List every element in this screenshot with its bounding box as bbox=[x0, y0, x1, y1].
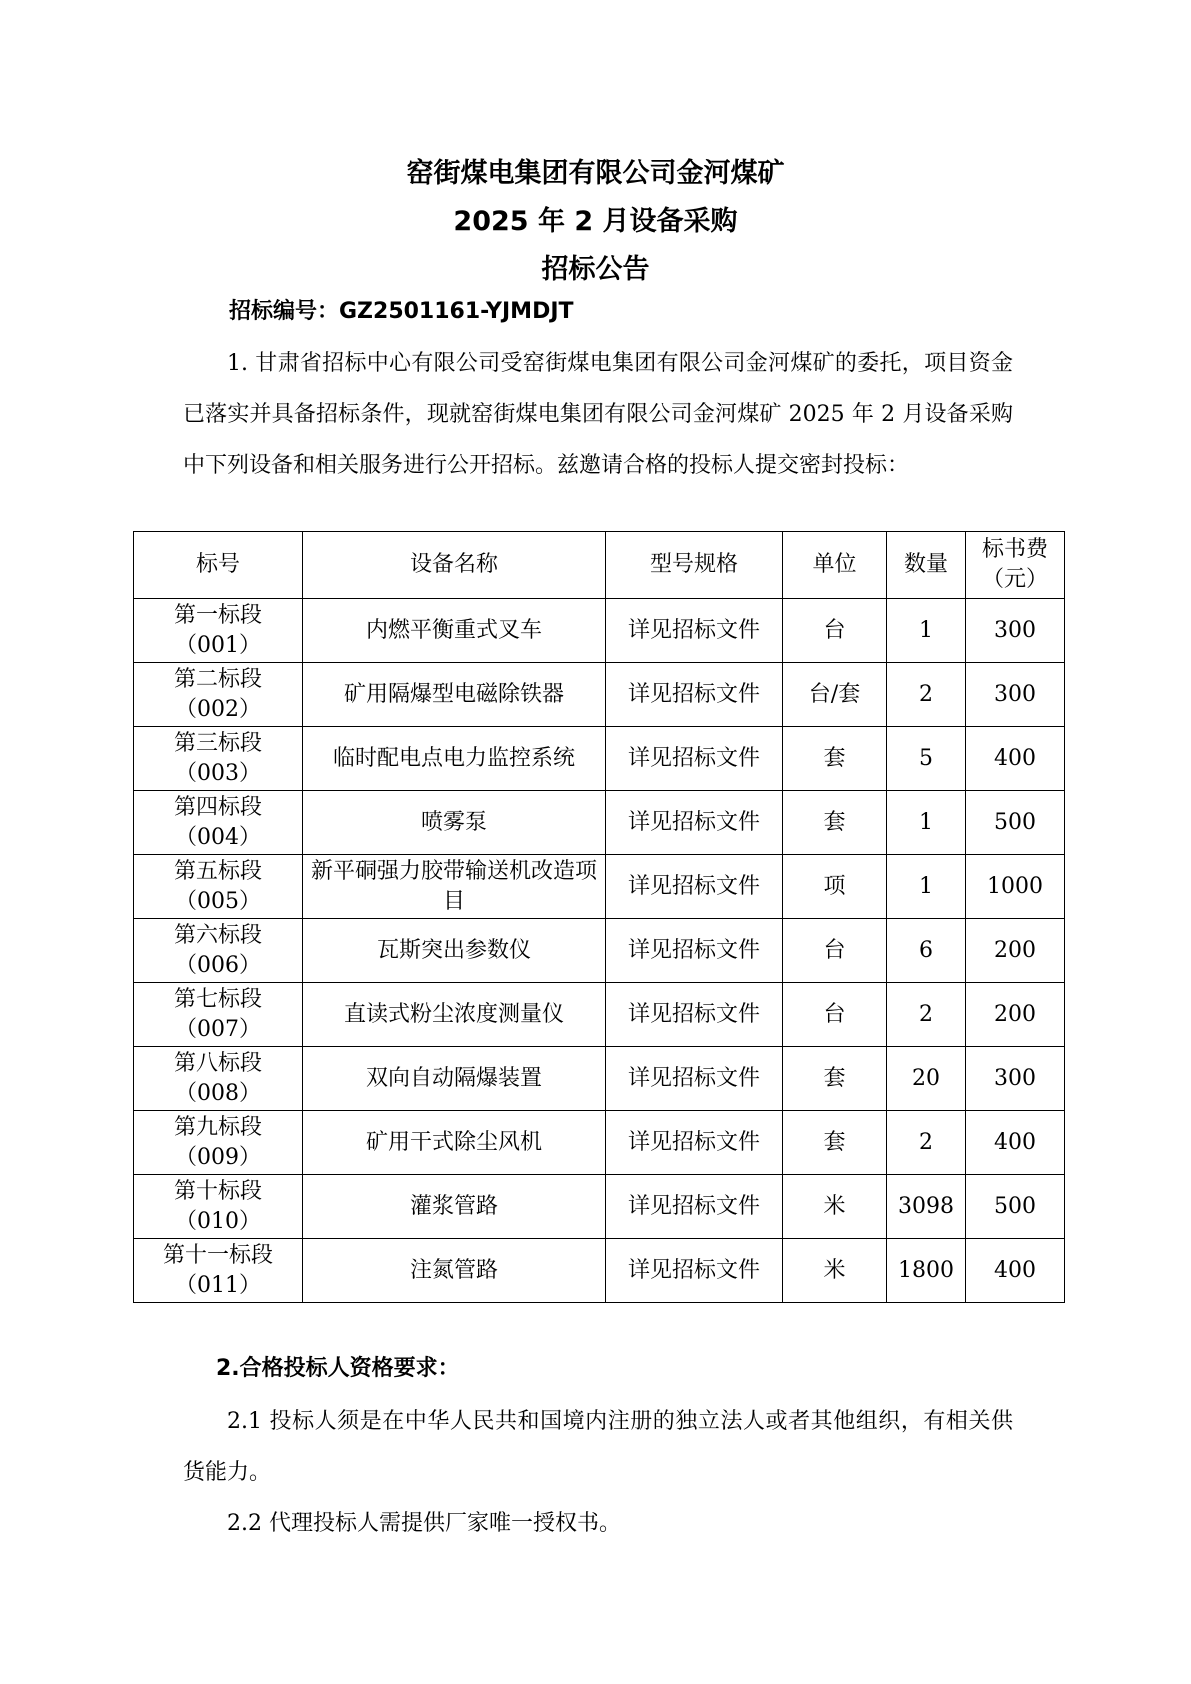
lot-label: 第七标段 bbox=[173, 986, 262, 1012]
section-2-2-text: 2.2 代理投标人需提供厂家唯一授权书。 bbox=[227, 1511, 621, 1536]
cell-qty: 20 bbox=[887, 1047, 966, 1111]
bid-number: 招标编号：GZ2501161-YJMDJT bbox=[229, 299, 574, 324]
cell-model: 详见招标文件 bbox=[606, 919, 783, 983]
intro-text: 1. 甘肃省招标中心有限公司受窑街煤电集团有限公司金河煤矿的委托，项目资金已落实并具备招标条件，现就窑街煤电集团有限公司金河煤矿 2025 年 2 月设备采购中下列设备和相关服务进行公开招标。兹邀请合格的投标人提交密封投标： bbox=[183, 351, 1013, 478]
lot-code: （007） bbox=[175, 1016, 261, 1042]
cell-name: 灌浆管路 bbox=[303, 1175, 606, 1239]
cell-unit: 套 bbox=[783, 791, 887, 855]
cell-name: 直读式粉尘浓度测量仪 bbox=[303, 983, 606, 1047]
cell-unit: 项 bbox=[783, 855, 887, 919]
lot-code: （002） bbox=[175, 696, 261, 722]
cell-qty: 2 bbox=[887, 663, 966, 727]
cell-model: 详见招标文件 bbox=[606, 1047, 783, 1111]
cell-model: 详见招标文件 bbox=[606, 599, 783, 663]
table-row bbox=[134, 983, 1065, 1047]
header-lot: 标号 bbox=[134, 532, 303, 599]
cell-unit: 台 bbox=[783, 919, 887, 983]
cell-fee: 300 bbox=[966, 1047, 1065, 1111]
table-row bbox=[134, 1239, 1065, 1303]
lot-label: 第九标段 bbox=[173, 1114, 262, 1140]
table-row bbox=[134, 1111, 1065, 1175]
table-row bbox=[134, 727, 1065, 791]
cell-lot bbox=[134, 1111, 303, 1175]
cell-fee: 1000 bbox=[966, 855, 1065, 919]
cell-unit: 台/套 bbox=[783, 663, 887, 727]
lot-code: （001） bbox=[175, 632, 261, 658]
table-row bbox=[134, 599, 1065, 663]
cell-name: 新平硐强力胶带输送机改造项目 bbox=[303, 855, 606, 919]
lot-label: 第十标段 bbox=[173, 1178, 262, 1204]
cell-lot bbox=[134, 663, 303, 727]
intro-paragraph bbox=[183, 338, 1013, 491]
cell-name: 双向自动隔爆装置 bbox=[303, 1047, 606, 1111]
cell-qty: 1800 bbox=[887, 1239, 966, 1303]
cell-name: 矿用隔爆型电磁除铁器 bbox=[303, 663, 606, 727]
cell-qty: 3098 bbox=[887, 1175, 966, 1239]
lot-label: 第十一标段 bbox=[162, 1242, 273, 1268]
lots-table bbox=[133, 531, 1065, 1303]
cell-lot bbox=[134, 1239, 303, 1303]
cell-fee: 200 bbox=[966, 919, 1065, 983]
cell-name: 矿用干式除尘风机 bbox=[303, 1111, 606, 1175]
cell-model: 详见招标文件 bbox=[606, 983, 783, 1047]
cell-fee: 400 bbox=[966, 1111, 1065, 1175]
table-header-row bbox=[134, 532, 1065, 599]
title-line-3: 招标公告 bbox=[541, 254, 650, 285]
lot-label: 第二标段 bbox=[173, 666, 262, 692]
cell-unit: 米 bbox=[783, 1175, 887, 1239]
cell-model: 详见招标文件 bbox=[606, 663, 783, 727]
lot-label: 第五标段 bbox=[173, 858, 262, 884]
lot-code: （010） bbox=[175, 1208, 261, 1234]
lot-code: （009） bbox=[175, 1144, 261, 1170]
cell-fee: 200 bbox=[966, 983, 1065, 1047]
lot-code: （008） bbox=[175, 1080, 261, 1106]
lot-code: （011） bbox=[175, 1272, 261, 1298]
cell-model: 详见招标文件 bbox=[606, 727, 783, 791]
cell-lot bbox=[134, 599, 303, 663]
section-2-paragraph-1 bbox=[183, 1396, 1013, 1498]
cell-fee: 300 bbox=[966, 663, 1065, 727]
header-unit: 单位 bbox=[783, 532, 887, 599]
cell-model: 详见招标文件 bbox=[606, 1111, 783, 1175]
cell-unit: 套 bbox=[783, 1047, 887, 1111]
cell-unit: 套 bbox=[783, 727, 887, 791]
cell-fee: 500 bbox=[966, 791, 1065, 855]
cell-lot bbox=[134, 1047, 303, 1111]
cell-qty: 1 bbox=[887, 599, 966, 663]
table-row bbox=[134, 791, 1065, 855]
title-line-1: 窑街煤电集团有限公司金河煤矿 bbox=[406, 158, 785, 189]
cell-qty: 1 bbox=[887, 791, 966, 855]
cell-fee: 400 bbox=[966, 1239, 1065, 1303]
cell-name: 喷雾泵 bbox=[303, 791, 606, 855]
lot-code: （003） bbox=[175, 760, 261, 786]
lot-label: 第八标段 bbox=[173, 1050, 262, 1076]
cell-model: 详见招标文件 bbox=[606, 791, 783, 855]
cell-model: 详见招标文件 bbox=[606, 855, 783, 919]
cell-lot bbox=[134, 791, 303, 855]
cell-name: 临时配电点电力监控系统 bbox=[303, 727, 606, 791]
table-row bbox=[134, 1175, 1065, 1239]
cell-qty: 5 bbox=[887, 727, 966, 791]
cell-unit: 米 bbox=[783, 1239, 887, 1303]
cell-fee: 500 bbox=[966, 1175, 1065, 1239]
table-row bbox=[134, 919, 1065, 983]
cell-model: 详见招标文件 bbox=[606, 1239, 783, 1303]
lot-code: （004） bbox=[175, 824, 261, 850]
lot-label: 第四标段 bbox=[173, 794, 262, 820]
title-line-2: 2025 年 2 月设备采购 bbox=[453, 206, 738, 237]
header-fee: 标书费（元） bbox=[966, 532, 1065, 599]
cell-qty: 1 bbox=[887, 855, 966, 919]
cell-model: 详见招标文件 bbox=[606, 1175, 783, 1239]
table-row bbox=[134, 663, 1065, 727]
cell-lot bbox=[134, 1175, 303, 1239]
cell-lot bbox=[134, 727, 303, 791]
table-row bbox=[134, 855, 1065, 919]
section-2-heading: 2.合格投标人资格要求： bbox=[216, 1356, 460, 1381]
cell-unit: 台 bbox=[783, 599, 887, 663]
cell-unit: 台 bbox=[783, 983, 887, 1047]
cell-lot bbox=[134, 919, 303, 983]
header-name: 设备名称 bbox=[303, 532, 606, 599]
section-2-1-text: 2.1 投标人须是在中华人民共和国境内注册的独立法人或者其他组织，有相关供货能力。 bbox=[183, 1409, 1013, 1485]
cell-name: 内燃平衡重式叉车 bbox=[303, 599, 606, 663]
cell-qty: 2 bbox=[887, 1111, 966, 1175]
lot-label: 第三标段 bbox=[173, 730, 262, 756]
cell-lot bbox=[134, 855, 303, 919]
cell-name: 瓦斯突出参数仪 bbox=[303, 919, 606, 983]
lot-label: 第六标段 bbox=[173, 922, 262, 948]
cell-fee: 300 bbox=[966, 599, 1065, 663]
lot-code: （005） bbox=[175, 888, 261, 914]
cell-lot bbox=[134, 983, 303, 1047]
cell-qty: 6 bbox=[887, 919, 966, 983]
section-2-paragraph-2 bbox=[183, 1498, 1013, 1549]
header-model: 型号规格 bbox=[606, 532, 783, 599]
cell-qty: 2 bbox=[887, 983, 966, 1047]
cell-unit: 套 bbox=[783, 1111, 887, 1175]
lot-code: （006） bbox=[175, 952, 261, 978]
header-qty: 数量 bbox=[887, 532, 966, 599]
cell-fee: 400 bbox=[966, 727, 1065, 791]
cell-name: 注氮管路 bbox=[303, 1239, 606, 1303]
lot-label: 第一标段 bbox=[173, 602, 262, 628]
table-row bbox=[134, 1047, 1065, 1111]
